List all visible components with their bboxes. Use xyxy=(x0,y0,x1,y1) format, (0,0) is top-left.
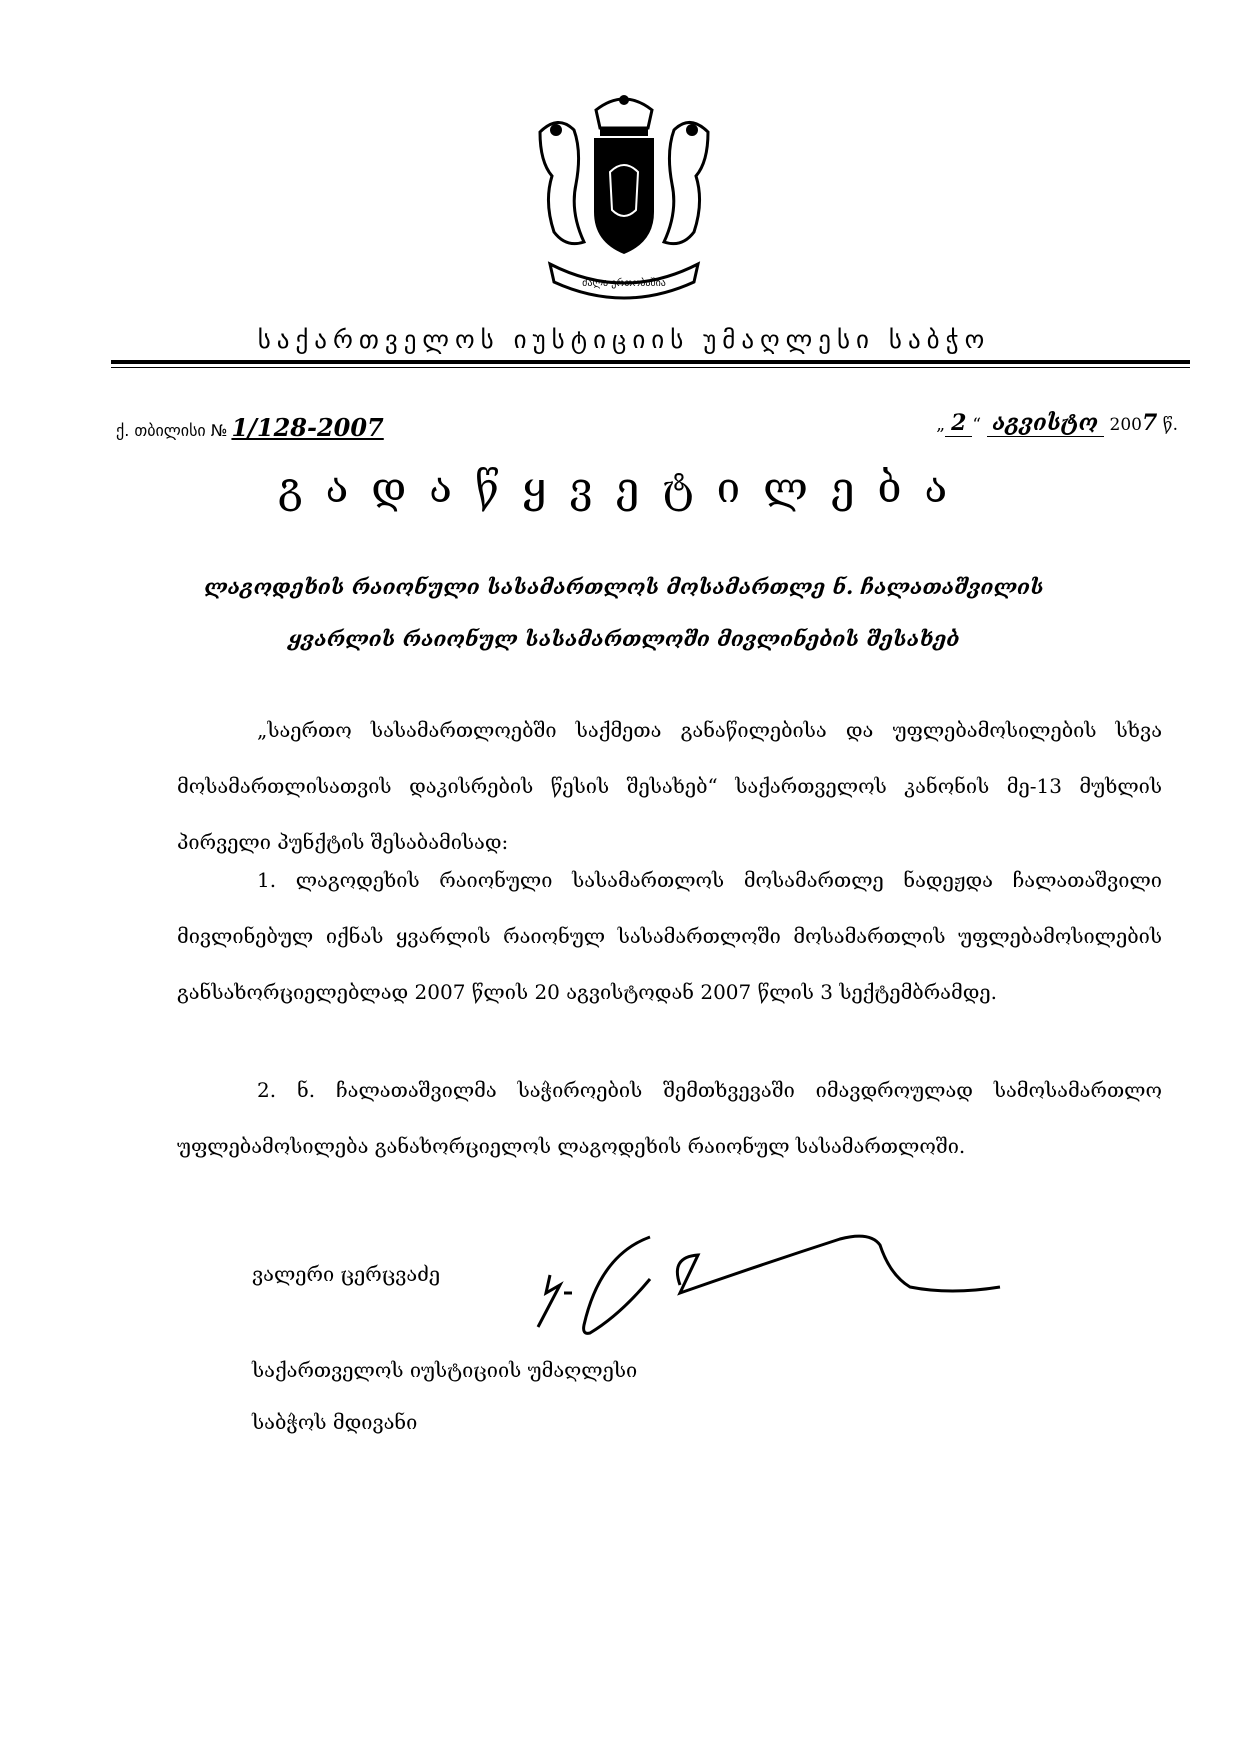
signer-name: ვალერი ცერცვაძე xyxy=(252,1262,441,1286)
document-number: 1/128-2007 xyxy=(231,413,384,442)
decision-item-2 xyxy=(177,1062,1162,1174)
preamble-paragraph xyxy=(177,702,1162,870)
emblem-motto: ძალა ერთობაშია xyxy=(582,278,666,289)
subject-line-1: ლაგოდეხის რაიონული სასამართლოს მოსამართლე ნ. ჩალათაშვილის xyxy=(204,574,1044,599)
header-rule xyxy=(111,360,1190,364)
date-suffix: წ. xyxy=(1162,415,1178,435)
preamble-text: „საერთო სასამართლოებში საქმეთა განაწილებისა და უფლებამოსილების სხვა მოსამართლისათვის დაკისრების წესის შესახებ“ საქართველოს კანონის მე-13 მუხლის პირველი პუნქტის შესაბამისად: xyxy=(177,718,1162,854)
header-rule-thin xyxy=(111,367,1190,368)
document-title: გადაწყვეტილება xyxy=(277,463,971,512)
date-quote-close: “ xyxy=(972,415,982,435)
handwritten-signature xyxy=(530,1215,1010,1345)
signer-title-line-1: საქართველოს იუსტიციის უმაღლესი xyxy=(252,1358,638,1382)
date-day: 2 xyxy=(945,410,972,437)
document-date xyxy=(936,410,1178,437)
place-label: ქ. თბილისი № xyxy=(116,421,228,440)
decision-item-1 xyxy=(177,852,1162,1020)
date-year-prefix: 200 xyxy=(1109,415,1142,435)
signer-title-line-2: საბჭოს მდივანი xyxy=(252,1410,418,1434)
date-quote-open: „ xyxy=(936,415,946,435)
subject-line-2: ყვარლის რაიონულ სასამართლოში მივლინების შესახებ xyxy=(288,626,960,651)
date-year-suffix: 7 xyxy=(1141,410,1158,436)
place-and-number xyxy=(116,413,384,442)
item-1-text: 1. ლაგოდეხის რაიონული სასამართლოს მოსამართლე ნადეჟდა ჩალათაშვილი მივლინებულ იქნას ყვარლის რაიონულ სასამართლოში მოსამართლის უფლებამოსილების განსახორციელებლად 2007 წლის 20 აგვისტოდან 2007 წლის 3 სექტემბრამდე. xyxy=(177,868,1162,1004)
item-2-text: 2. ნ. ჩალათაშვილმა საჭიროების შემთხვევაში იმავდროულად სამოსამართლო უფლებამოსილება განახორციელოს ლაგოდეხის რაიონულ სასამართლოში. xyxy=(177,1078,1162,1158)
georgian-coat-of-arms-icon xyxy=(510,92,738,304)
date-month: აგვისტო xyxy=(987,410,1105,437)
organization-header: საქართველოს იუსტიციის უმაღლესი საბჭო xyxy=(257,325,991,354)
